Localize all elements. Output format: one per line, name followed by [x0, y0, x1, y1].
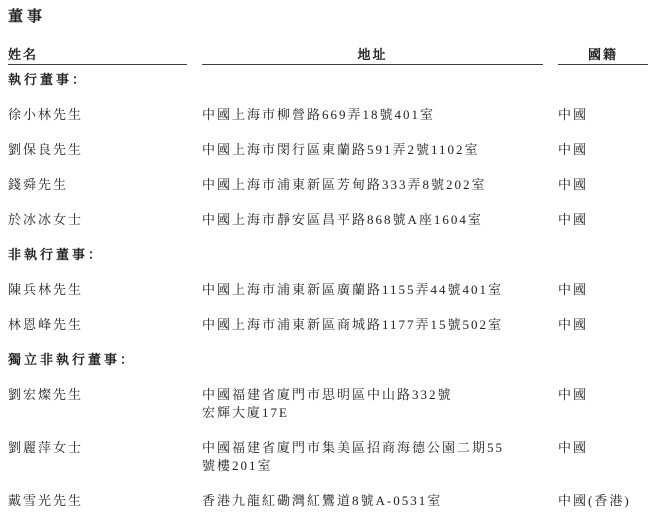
address-line: 中國福建省廈門市思明區中山路332號 [202, 387, 453, 402]
section-label-independent-non-executive: 獨立非執行董事： [8, 352, 137, 367]
director-address [202, 316, 543, 334]
col-header-nationality: 國籍 [558, 48, 648, 65]
table-row [8, 106, 648, 124]
director-name: 劉保良先生 [8, 142, 84, 157]
director-nationality: 中國 [558, 107, 589, 122]
director-address [202, 492, 543, 510]
director-address [202, 141, 543, 159]
director-nationality: 中國 [558, 212, 589, 227]
director-address [202, 176, 543, 194]
director-name: 劉麗萍女士 [8, 440, 84, 455]
director-name: 錢舜先生 [8, 177, 69, 192]
table-row [8, 439, 648, 475]
table-row [8, 386, 648, 422]
director-nationality: 中國 [558, 142, 589, 157]
director-name: 劉宏燦先生 [8, 387, 84, 402]
director-nationality: 中國 [558, 317, 589, 332]
director-name: 徐小林先生 [8, 107, 84, 122]
page-title: 董事 [8, 9, 47, 25]
director-name: 林恩峰先生 [8, 317, 84, 332]
address-line: 中國上海市浦東新區商城路1177弄15號502室 [202, 317, 504, 332]
director-name: 於冰冰女士 [8, 212, 84, 227]
director-address [202, 439, 543, 475]
address-line: 中國上海市閔行區東蘭路591弄2號1102室 [202, 142, 480, 157]
col-header-address: 地址 [202, 48, 543, 65]
address-line: 中國上海市浦東新區廣蘭路1155弄44號401室 [202, 282, 504, 297]
section-label-non-executive: 非執行董事： [8, 247, 105, 262]
director-nationality: 中國 [558, 440, 589, 455]
address-line: 中國上海市靜安區昌平路868號A座1604室 [202, 212, 483, 227]
address-line: 中國上海市柳營路669弄18號401室 [202, 107, 436, 122]
table-header-row [8, 48, 648, 65]
address-line: 中國福建省廈門市集美區招商海德公園二期55 [202, 440, 505, 455]
table-row [8, 176, 648, 194]
table-row [8, 492, 648, 510]
director-address [202, 281, 543, 299]
director-address [202, 386, 543, 422]
director-nationality: 中國 [558, 282, 589, 297]
table-row [8, 211, 648, 229]
director-name: 戴雪光先生 [8, 493, 84, 508]
director-nationality: 中國 [558, 387, 589, 402]
col-header-name: 姓名 [8, 48, 187, 65]
address-line: 宏輝大廈17E [202, 405, 289, 420]
director-nationality: 中國(香港) [558, 493, 631, 508]
director-nationality: 中國 [558, 177, 589, 192]
table-row [8, 141, 648, 159]
section-label-executive: 執行董事： [8, 72, 89, 87]
table-row [8, 281, 648, 299]
table-row [8, 316, 648, 334]
directors-table [8, 71, 648, 510]
director-name: 陳兵林先生 [8, 282, 84, 297]
director-address [202, 211, 543, 229]
director-address [202, 106, 543, 124]
address-line: 號樓201室 [202, 458, 273, 473]
address-line: 中國上海市浦東新區芳甸路333弄8號202室 [202, 177, 487, 192]
address-line: 香港九龍紅磡灣紅鸞道8號A-0531室 [202, 493, 443, 508]
